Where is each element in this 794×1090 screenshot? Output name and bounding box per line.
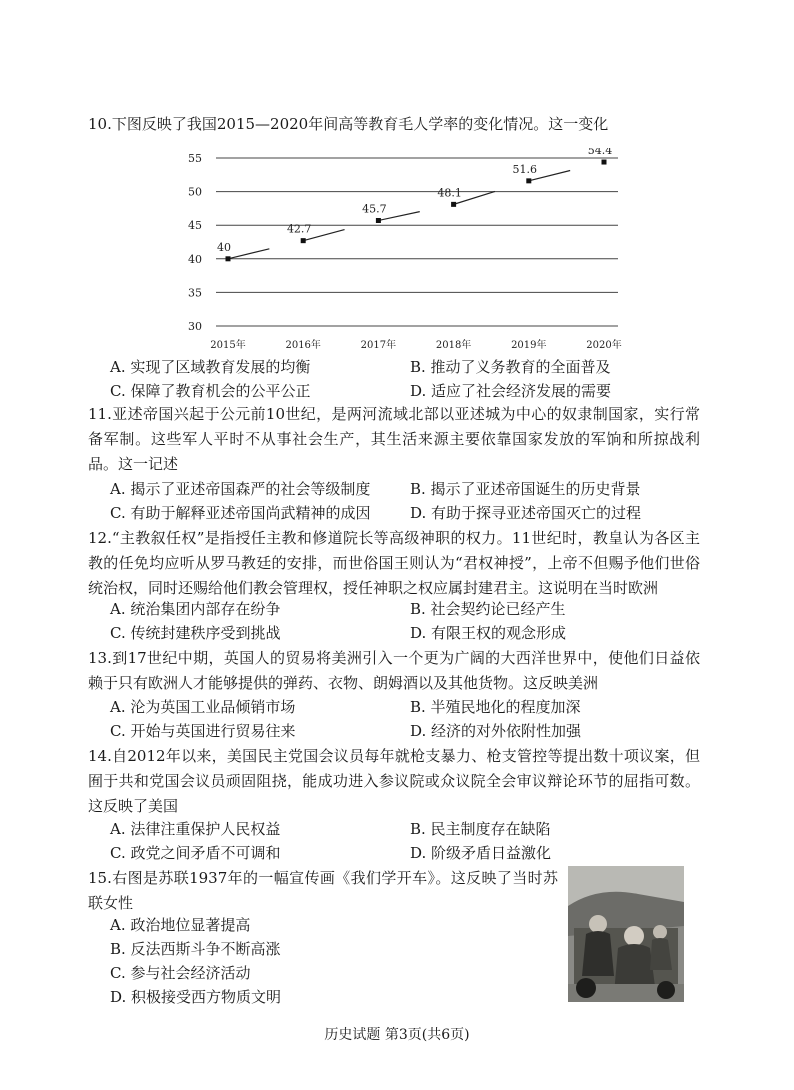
q14-option-d[interactable]: D. 阶级矛盾日益激化 <box>410 844 552 862</box>
x-tick-label: 2018年 <box>435 340 472 351</box>
q10-option-d[interactable]: D. 适应了社会经济发展的需要 <box>410 382 612 400</box>
q12-option-a[interactable]: A. 统治集团内部存在纷争 <box>110 600 281 618</box>
q14-option-a[interactable]: A. 法律注重保护人民权益 <box>110 820 281 838</box>
y-tick-label: 35 <box>188 286 202 300</box>
q12-option-b[interactable]: B. 社会契约论已经产生 <box>410 600 566 618</box>
q15-option-d[interactable]: D. 积极接受西方物质文明 <box>110 988 282 1006</box>
q14-option-c[interactable]: C. 政党之间矛盾不可调和 <box>110 844 281 862</box>
line-chart-svg <box>188 148 628 354</box>
q12-option-c[interactable]: C. 传统封建秩序受到挑战 <box>110 624 281 642</box>
data-label: 40 <box>217 240 231 254</box>
y-tick-label: 55 <box>188 152 202 165</box>
question-12-stem: 12.“主教叙任权”是指授任主教和修道院长等高级神职的权力。11世纪时，教皇认为各区主教的任免均应听从罗马教廷的安排，而世俗国王则认为“君权神授”，上帝不但赐予他们世俗统治权，同时还赐给他们教会管理权，授任神职之权应属封建君主。这说明在当时欧洲 <box>88 529 700 597</box>
q12-option-d[interactable]: D. 有限王权的观念形成 <box>410 624 567 642</box>
q10-option-c[interactable]: C. 保障了教育机会的公平公正 <box>110 382 311 400</box>
enrollment-rate-chart <box>188 148 628 354</box>
data-point <box>226 256 231 261</box>
series-line-segment <box>228 249 269 259</box>
data-point <box>301 238 306 243</box>
data-label: 51.6 <box>512 162 538 176</box>
x-tick-label: 2016年 <box>285 340 321 351</box>
question-11-stem: 11.亚述帝国兴起于公元前10世纪，是两河流域北部以亚述城为中心的奴隶制国家，实行常备军制。这些军人平时不从事社会生产，其生活来源主要依靠国家发放的军饷和所掠战利品。这一记述 <box>88 405 700 473</box>
q11-option-a[interactable]: A. 揭示了亚述帝国森严的社会等级制度 <box>110 480 371 498</box>
q15-option-c[interactable]: C. 参与社会经济活动 <box>110 964 251 982</box>
q11-option-d[interactable]: D. 有助于探寻亚述帝国灭亡的过程 <box>410 504 642 522</box>
data-point <box>526 178 531 183</box>
q13-option-a[interactable]: A. 沦为英国工业品倾销市场 <box>110 698 296 716</box>
y-tick-label: 45 <box>188 219 202 233</box>
y-tick-label: 30 <box>188 320 202 333</box>
q13-option-d[interactable]: D. 经济的对外依附性加强 <box>410 722 582 740</box>
data-label: 48.1 <box>437 186 462 200</box>
data-point <box>376 218 381 223</box>
q11-option-b[interactable]: B. 揭示了亚述帝国诞生的历史背景 <box>410 480 641 498</box>
q11-option-c[interactable]: C. 有助于解释亚述帝国尚武精神的成因 <box>110 504 371 522</box>
x-tick-label: 2020年 <box>586 340 622 351</box>
data-point <box>602 160 607 165</box>
data-label: 45.7 <box>362 202 387 216</box>
data-point <box>451 202 456 207</box>
question-14-stem: 14.自2012年以来，美国民主党国会议员每年就枪支暴力、枪支管控等提出数十项议案，但囿于共和党国会议员顽固阻挠，能成功进入参议院或众议院全会审议辩论环节的屈指可数。这反映了美国 <box>88 747 700 815</box>
page-footer: 历史试题 第3页(共6页) <box>324 1027 470 1043</box>
q15-option-a[interactable]: A. 政治地位显著提高 <box>110 916 251 934</box>
q13-option-b[interactable]: B. 半殖民地化的程度加深 <box>410 698 581 716</box>
data-label: 42.7 <box>286 222 312 236</box>
question-15-stem: 15.右图是苏联1937年的一幅宣传画《我们学开车》。这反映了当时苏联女性 <box>88 869 558 912</box>
q10-option-b[interactable]: B. 推动了义务教育的全面普及 <box>410 358 611 376</box>
q14-option-b[interactable]: B. 民主制度存在缺陷 <box>410 820 551 838</box>
x-tick-label: 2017年 <box>360 340 397 351</box>
propaganda-poster-image <box>568 866 684 1002</box>
question-10-stem: 10.下图反映了我国2015—2020年间高等教育毛人学率的变化情况。这一变化 <box>88 115 609 133</box>
poster-illustration <box>568 866 684 1002</box>
y-tick-label: 50 <box>188 185 202 199</box>
question-13-stem: 13.到17世纪中期，英国人的贸易将美洲引入一个更为广阔的大西洋世界中，使他们日益依赖于只有欧洲人才能够提供的弹药、衣物、朗姆酒以及其他货物。这反映美洲 <box>88 649 700 692</box>
q13-option-c[interactable]: C. 开始与英国进行贸易往来 <box>110 722 296 740</box>
q10-option-a[interactable]: A. 实现了区域教育发展的均衡 <box>110 358 311 376</box>
y-tick-label: 40 <box>188 252 202 266</box>
data-label: 54.4 <box>587 148 613 158</box>
x-tick-label: 2019年 <box>511 340 547 351</box>
x-tick-label: 2015年 <box>210 340 246 351</box>
q15-option-b[interactable]: B. 反法西斯斗争不断高涨 <box>110 940 281 958</box>
